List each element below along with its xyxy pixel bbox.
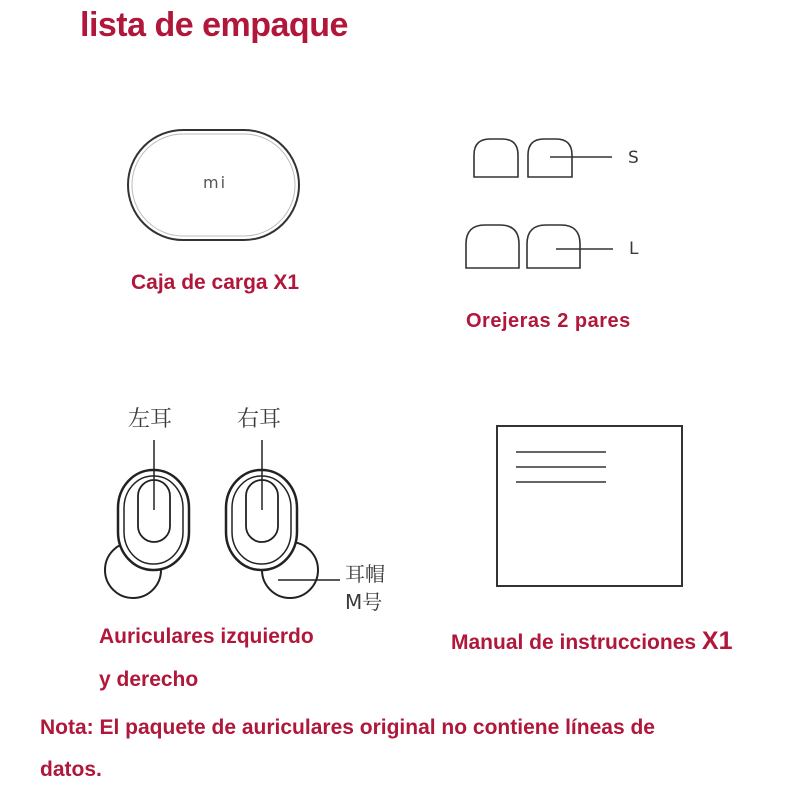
mi-logo: mi — [203, 173, 228, 192]
eartips-large-icon — [466, 225, 613, 268]
manual-icon — [497, 426, 682, 586]
earbuds-caption-line2: y derecho — [99, 668, 199, 691]
eartip-size-l-label: L — [629, 239, 639, 259]
right-ear-label: 右耳 — [237, 407, 282, 432]
earbuds-icon — [105, 440, 340, 598]
ear-cap-size-label: M号 — [345, 590, 383, 614]
manual-caption-text: Manual de instrucciones — [451, 631, 697, 654]
page-title: lista de empaque — [80, 6, 348, 44]
charging-case-caption: Caja de carga X1 — [131, 271, 300, 294]
note-line1: Nota: El paquete de auriculares original no contiene líneas de — [40, 716, 655, 739]
manual-count: X1 — [701, 627, 733, 655]
eartips-caption: Orejeras 2 pares — [466, 310, 631, 332]
manual-caption — [451, 627, 733, 656]
left-ear-label: 左耳 — [128, 407, 173, 432]
ear-cap-label: 耳帽 — [345, 562, 385, 586]
note-line2: datos. — [40, 758, 102, 781]
earbuds-caption-line1: Auriculares izquierdo — [99, 625, 314, 648]
eartips-small-icon — [474, 139, 612, 177]
eartip-size-s-label: S — [628, 148, 639, 168]
